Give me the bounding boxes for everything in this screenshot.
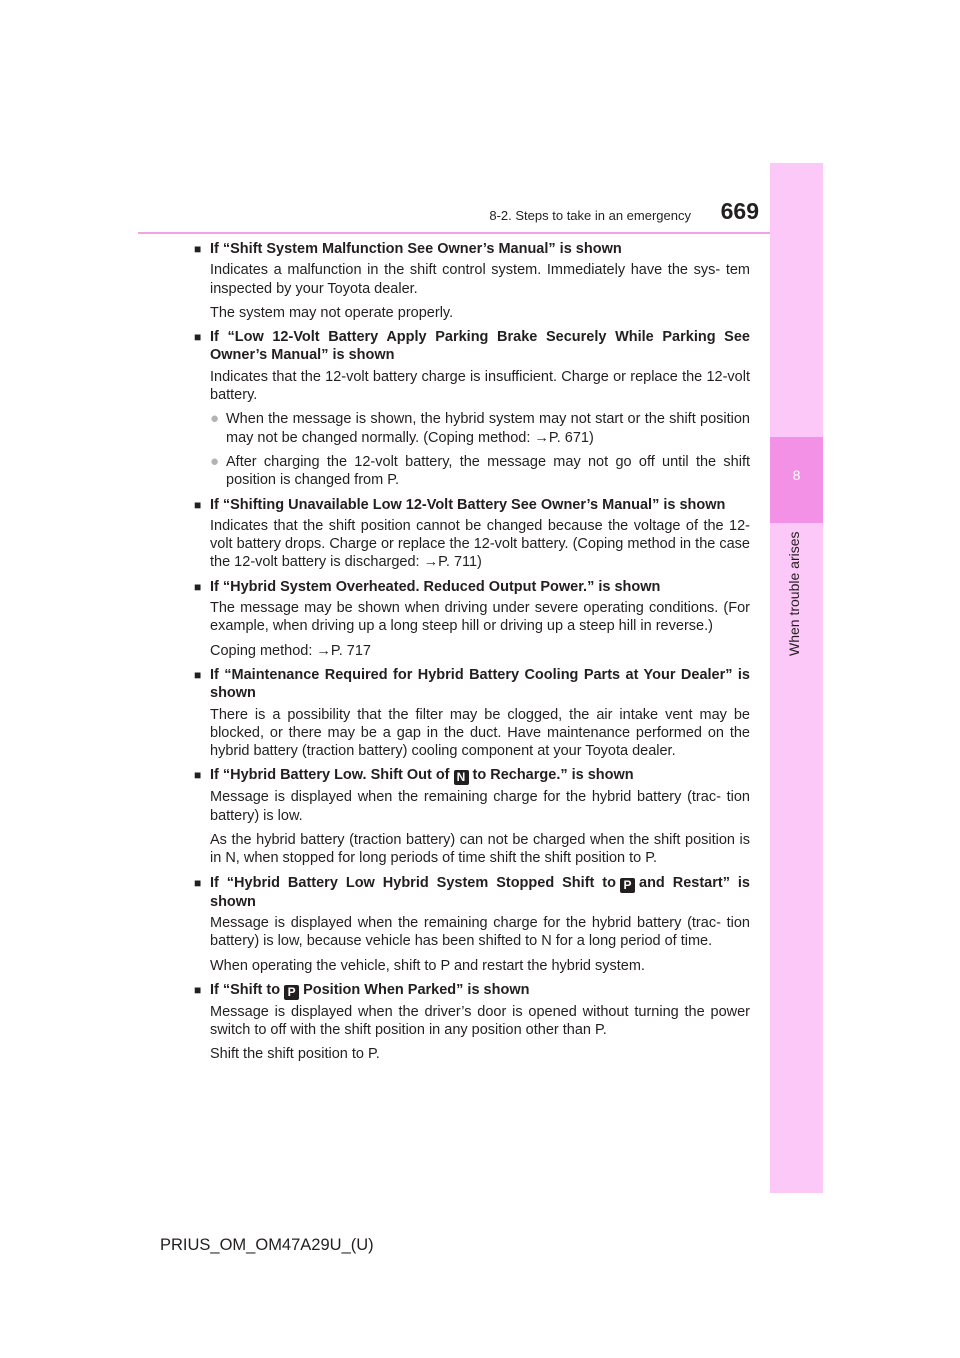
- bullet-item: [210, 410, 750, 447]
- square-bullet-icon: ■: [194, 497, 202, 512]
- section-header-title: 8-2. Steps to take in an emergency: [489, 208, 691, 223]
- body-paragraph: The message may be shown when driving under severe operating conditions. (For example, when driving up a long steep hill or driving up a steep hill in reverse.): [210, 600, 750, 635]
- section-heading: [194, 328, 750, 365]
- body-paragraph: There is a possibility that the filter may be clogged, the air intake vent may be blocked, or there may be a gap in the duct. Have maintenance performed on the hybrid battery (traction battery) cooling component at your Toyota dealer.: [210, 706, 750, 760]
- message-section: [194, 578, 750, 660]
- shift-n-key-icon: N: [454, 770, 469, 785]
- section-heading: [194, 766, 750, 785]
- message-section: [194, 981, 750, 1064]
- chapter-number: 8: [792, 467, 801, 483]
- circle-bullet-icon: ●: [210, 452, 220, 470]
- body-paragraph: Message is displayed when the remaining charge for the hybrid battery (trac- tion battery) is low.: [210, 789, 750, 824]
- square-bullet-icon: ■: [194, 242, 202, 256]
- section-heading: [194, 981, 750, 1000]
- body-paragraph: Indicates that the shift position cannot be changed because the voltage of the 12-volt battery drops. Charge or replace the 12-volt battery. (Coping method in the case the 12-volt battery is discharged: →P. 711): [210, 517, 750, 571]
- heading-text: If “Hybrid Battery Low Hybrid System Stopped Shift to: [210, 874, 616, 891]
- bullet-text: After charging the 12-volt battery, the message may not go off until the shift position is changed from P.: [226, 453, 750, 489]
- shift-p-key-icon: P: [620, 878, 635, 893]
- body-paragraph: Shift the shift position to P.: [210, 1046, 380, 1063]
- square-bullet-icon: ■: [194, 875, 202, 890]
- body-paragraph: Message is displayed when the driver’s door is opened without turning the power switch to off with the shift position in any position other than P.: [210, 1003, 750, 1039]
- bullet-text: When the message is shown, the hybrid system may not start or the shift position may not be changed normally. (Coping method: →P. 671): [226, 411, 750, 446]
- document-code: PRIUS_OM_OM47A29U_(U): [160, 1236, 374, 1254]
- heading-text: If “Shift to: [210, 981, 281, 998]
- square-bullet-icon: ■: [194, 330, 202, 345]
- body-paragraph: Coping method: →P. 717: [210, 642, 371, 659]
- section-heading: [194, 240, 750, 258]
- message-section: [194, 328, 750, 489]
- square-bullet-icon: ■: [194, 768, 202, 783]
- square-bullet-icon: ■: [194, 982, 202, 997]
- message-section: [194, 874, 750, 975]
- section-heading: [194, 666, 750, 703]
- message-section: [194, 666, 750, 760]
- body-paragraph: Message is displayed when the remaining charge for the hybrid battery (trac- tion battery) is low, because vehicle has been shifted to N for a long period of time.: [210, 914, 750, 950]
- message-section: [194, 766, 750, 867]
- heading-text: If “Hybrid Battery Low. Shift Out of: [210, 767, 450, 784]
- heading-text: If “Maintenance Required for Hybrid Battery Cooling Parts at Your Dealer” is shown: [210, 666, 750, 702]
- bullet-item: [210, 453, 750, 490]
- heading-text: If “Shifting Unavailable Low 12-Volt Battery See Owner’s Manual” is shown: [210, 496, 726, 513]
- chapter-label: When trouble arises: [786, 531, 802, 656]
- message-section: [194, 496, 750, 572]
- chapter-side-tab: [770, 163, 823, 1193]
- chapter-tab-highlight: [770, 437, 823, 523]
- heading-text: to Recharge.” is shown: [472, 767, 634, 784]
- body-paragraph: As the hybrid battery (traction battery) can not be charged when the shift position is in N, when stopped for long periods of time shift the shift position to P.: [210, 832, 750, 867]
- heading-text: If “Shift System Malfunction See Owner’s Manual” is shown: [210, 241, 622, 257]
- heading-text: If “Hybrid System Overheated. Reduced Output Power.” is shown: [210, 578, 661, 595]
- body-paragraph: When operating the vehicle, shift to P and restart the hybrid system.: [210, 957, 645, 974]
- page-number: 669: [720, 198, 759, 224]
- shift-p-key-icon: P: [284, 985, 299, 1000]
- circle-bullet-icon: ●: [210, 410, 220, 428]
- heading-text: If “Low 12-Volt Battery Apply Parking Brake Securely While Parking See Owner’s Manual” is shown: [210, 329, 750, 364]
- body-paragraph: Indicates that the 12-volt battery charge is insufficient. Charge or replace the 12-volt battery.: [210, 368, 750, 404]
- body-paragraph: The system may not operate properly.: [210, 304, 454, 321]
- page-content: [194, 240, 750, 1070]
- message-section: [194, 240, 750, 322]
- section-heading: [194, 578, 750, 596]
- section-heading: [194, 496, 750, 514]
- square-bullet-icon: ■: [194, 579, 202, 594]
- body-paragraph: Indicates a malfunction in the shift control system. Immediately have the sys- tem inspected by your Toyota dealer.: [210, 262, 750, 297]
- square-bullet-icon: ■: [194, 667, 202, 682]
- header-divider: [138, 232, 823, 234]
- heading-text: and Restart” is shown: [210, 874, 750, 910]
- heading-text: Position When Parked” is shown: [303, 981, 530, 998]
- section-heading: [194, 874, 750, 911]
